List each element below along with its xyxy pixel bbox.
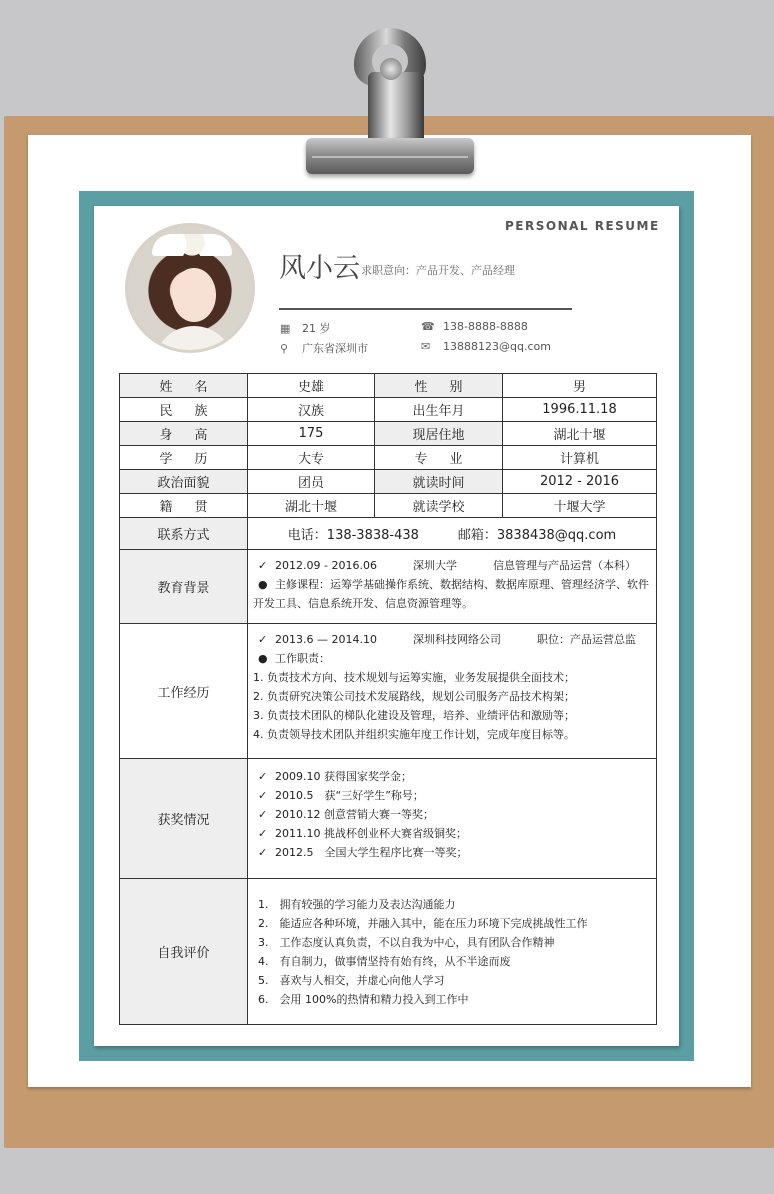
table-row [120,494,657,518]
education-label: 教育背景 [120,550,248,624]
email-info: ✉ 13888123@qq.com [421,340,551,353]
height-value: 175 [248,422,375,446]
avatar-photo [125,223,255,353]
gender-value: 男 [503,374,657,398]
ethnic-label: 民族 [120,398,248,422]
major-value: 计算机 [503,446,657,470]
self-eval-content: 1. 拥有较强的学习能力及表达沟通能力 2. 能适应各种环境，并融入其中，能在压力环境下完成挑战性工作 3. 工作态度认真负责，不以自我为中心，具有团队合作精神 4. 有自制力，做事情坚持有始有终，从不半途而废 5. 喜欢与人相交，并虚心向他人学习 6. 会用 100%的热情和精力投入到工作中 [248,879,657,1025]
table-row [120,550,657,624]
table-row [120,759,657,879]
phone-info: ☎ 138-8888-8888 [421,320,528,333]
contact-value: 电话：138-3838-438 邮箱：3838438@qq.com [248,518,657,550]
flower-crown [152,234,232,256]
birth-value: 1996.11.18 [503,398,657,422]
calendar-icon: ▦ [280,322,291,335]
mail-icon: ✉ [421,340,431,353]
check-icon: ✓ [258,633,268,646]
period-label: 就读时间 [375,470,503,494]
table-row [120,398,657,422]
check-icon: ✓ [258,770,268,783]
school-value: 十堰大学 [503,494,657,518]
residence-value: 湖北十堰 [503,422,657,446]
work-label: 工作经历 [120,624,248,759]
period-value: 2012 - 2016 [503,470,657,494]
table-row [120,446,657,470]
job-intent: 求职意向：产品开发、产品经理 [361,264,515,277]
major-label: 专业 [375,446,503,470]
height-label: 身高 [120,422,248,446]
political-value: 团员 [248,470,375,494]
table-row [120,624,657,759]
work-content: ✓ 2013.6 — 2014.10 深圳科技网络公司 职位：产品运营总监 ● 工作职责： 1. 负责技术方向、技术规划与运筹实施，业务发展提供全面技术； 2. 负责研究决策公司技术发展路线，规划公司服务产品技术构架； 3. 负责技术团队的梯队化建设及管理，培养、业绩评估和激励等； 4. 负责领导技术团队并组织实施年度工作计划，完成年度目标等。 [248,624,657,759]
bullet-icon: ● [258,652,268,665]
name-divider [279,308,572,310]
resume-table [119,373,657,1025]
table-row [120,374,657,398]
school-label: 就读学校 [375,494,503,518]
binder-clip-rivet [380,58,402,80]
contact-label: 联系方式 [120,518,248,550]
self-eval-label: 自我评价 [120,879,248,1025]
table-row [120,518,657,550]
table-row [120,422,657,446]
age-info: ▦ 21 岁 [280,322,331,335]
avatar-dress [154,326,234,353]
location-info: ⚲ 广东省深圳市 [280,342,368,355]
table-row [120,470,657,494]
binder-clip-highlight [312,156,468,158]
birth-label: 出生年月 [375,398,503,422]
resume-tag: PERSONAL RESUME [505,219,660,233]
degree-value: 大专 [248,446,375,470]
native-label: 籍贯 [120,494,248,518]
education-content: ✓ 2012.09 - 2016.06 深圳大学 信息管理与产品运营（本科） ● 主修课程：运筹学基础操作系统、数据结构、数据库原理、管理经济学、软件 开发工具、信息系统开发、信息资源管理等。 [248,550,657,624]
check-icon: ✓ [258,808,268,821]
check-icon: ✓ [258,827,268,840]
location-pin-icon: ⚲ [280,342,289,355]
degree-label: 学历 [120,446,248,470]
phone-icon: ☎ [421,320,435,333]
avatar-face [172,268,216,322]
awards-label: 获奖情况 [120,759,248,879]
check-icon: ✓ [258,846,268,859]
awards-content: ✓ 2009.10 获得国家奖学金； ✓ 2010.5 获“三好学生”称号； ✓ 2010.12 创意营销大赛一等奖； ✓ 2011.10 挑战杯创业杯大赛省级铜奖； ✓ 2012.5 全国大学生程序比赛一等奖； [248,759,657,879]
binder-clip-body [368,72,424,142]
bullet-icon: ● [258,578,268,591]
native-value: 湖北十堰 [248,494,375,518]
ethnic-value: 汉族 [248,398,375,422]
candidate-name: 风小云 [279,253,360,284]
check-icon: ✓ [258,789,268,802]
table-row [120,879,657,1025]
name-value: 史雄 [248,374,375,398]
gender-label: 性别 [375,374,503,398]
name-label: 姓名 [120,374,248,398]
check-icon: ✓ [258,559,268,572]
residence-label: 现居住地 [375,422,503,446]
political-label: 政治面貌 [120,470,248,494]
